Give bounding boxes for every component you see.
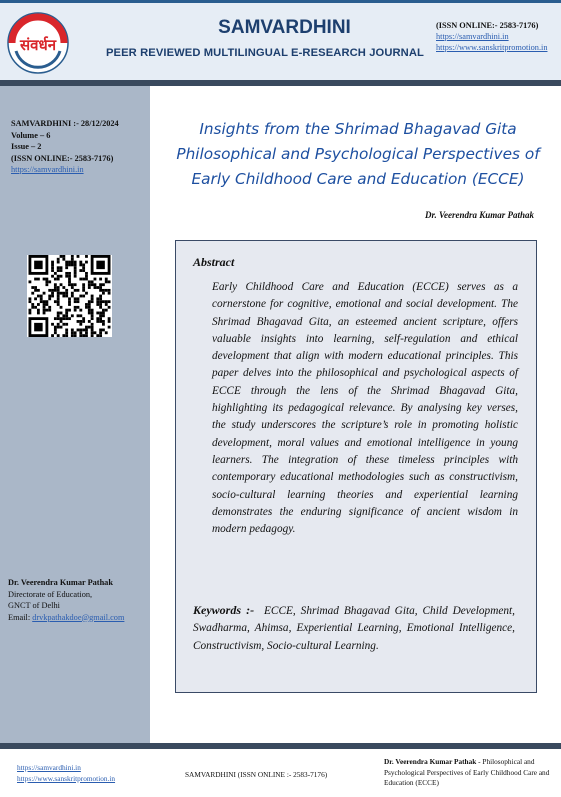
page-header xyxy=(0,0,561,80)
abstract-heading: Abstract xyxy=(193,255,235,269)
article-author: Dr. Veerendra Kumar Pathak xyxy=(424,210,534,220)
publication-date: SAMVARDHINI :- 28/12/2024 xyxy=(11,119,119,128)
author-department: Directorate of Education, xyxy=(8,589,93,599)
footer-citation xyxy=(384,757,556,789)
header-link-sanskrit[interactable]: https://www.sanskritpromotion.in xyxy=(436,43,548,52)
keywords-text: ECCE, Shrimad Bhagavad Gita, Child Development, Swadharma, Ahimsa, Experiential Learning, Emotional Intelligence, Constructivism, Socio-cultural Learning. xyxy=(193,605,515,652)
page-footer xyxy=(0,749,561,797)
keywords xyxy=(193,602,515,655)
issue: Issue – 2 xyxy=(11,142,42,151)
header-info xyxy=(436,20,547,53)
sidebar-link[interactable]: https://samvardhini.in xyxy=(11,165,84,174)
article-title xyxy=(163,117,553,192)
footer-author: Dr. Veerendra Kumar Pathak xyxy=(384,757,477,766)
email-label: Email: xyxy=(8,612,31,622)
sidebar xyxy=(0,86,150,743)
title-line-3: Early Childhood Care and Education (ECCE) xyxy=(191,170,525,188)
sidebar-publication-info xyxy=(11,118,119,176)
sidebar-author-info xyxy=(8,577,124,623)
sidebar-author-name: Dr. Veerendra Kumar Pathak xyxy=(8,578,113,587)
author-place: GNCT of Delhi xyxy=(8,601,60,610)
keywords-label: Keywords :- xyxy=(193,603,255,617)
abstract-box xyxy=(175,240,537,693)
logo-text: संवर्धन xyxy=(19,36,57,54)
header-issn: (ISSN ONLINE:- 2583-7176) xyxy=(436,21,539,30)
footer-link-samvardhini[interactable]: https://samvardhini.in xyxy=(17,763,81,772)
header-link-samvardhini[interactable]: https://samvardhini.in xyxy=(436,32,509,41)
journal-name: SAMVARDHINI xyxy=(218,17,351,38)
title-line-1: Insights from the Shrimad Bhagavad Gita xyxy=(199,120,517,138)
title-line-2: Philosophical and Psychological Perspectives of xyxy=(176,145,540,163)
author-email-line xyxy=(8,612,124,624)
abstract-text: Early Childhood Care and Education (ECCE) serves as a cornerstone for cognitive, emotional and social development. The Shrimad Bhagavad Gita, an esteemed ancient scripture, offers valuable insights into learning, self-regulation and ethical development that align with modern educational principles. This paper delves into the philosophical and psychological aspects of ECCE through the lens of the Shrimad Bhagavad Gita, highlighting its pedagogical relevance. By analysing key verses, the study underscores the scripture’s role in promoting holistic development, moral values and emotional intelligence in young learners. The integration of these timeless principles with contemporary educational methodologies such as constructivism, socio-cultural learning theories and experiential learning demonstrates the enduring significance of ancient wisdom in modern pedagogy. xyxy=(212,281,518,536)
qr-code xyxy=(27,255,112,337)
footer-journal-issn: SAMVARDHINI (ISSN ONLINE :- 2583-7176) xyxy=(185,770,328,779)
footer-article-title: - Philosophical and Psychological Perspectives of Early Childhood Care and Education (ECCE) xyxy=(384,757,550,787)
author-email-link[interactable]: drvkpathakdoe@gmail.com xyxy=(32,612,125,622)
footer-link-sanskrit[interactable]: https://www.sanskritpromotion.in xyxy=(17,774,116,783)
volume: Volume – 6 xyxy=(11,130,51,140)
sidebar-issn: (ISSN ONLINE:- 2583-7176) xyxy=(11,153,114,163)
journal-subtitle: PEER REVIEWED MULTILINGUAL E-RESEARCH JOURNAL xyxy=(106,47,424,59)
footer-links xyxy=(17,762,115,784)
